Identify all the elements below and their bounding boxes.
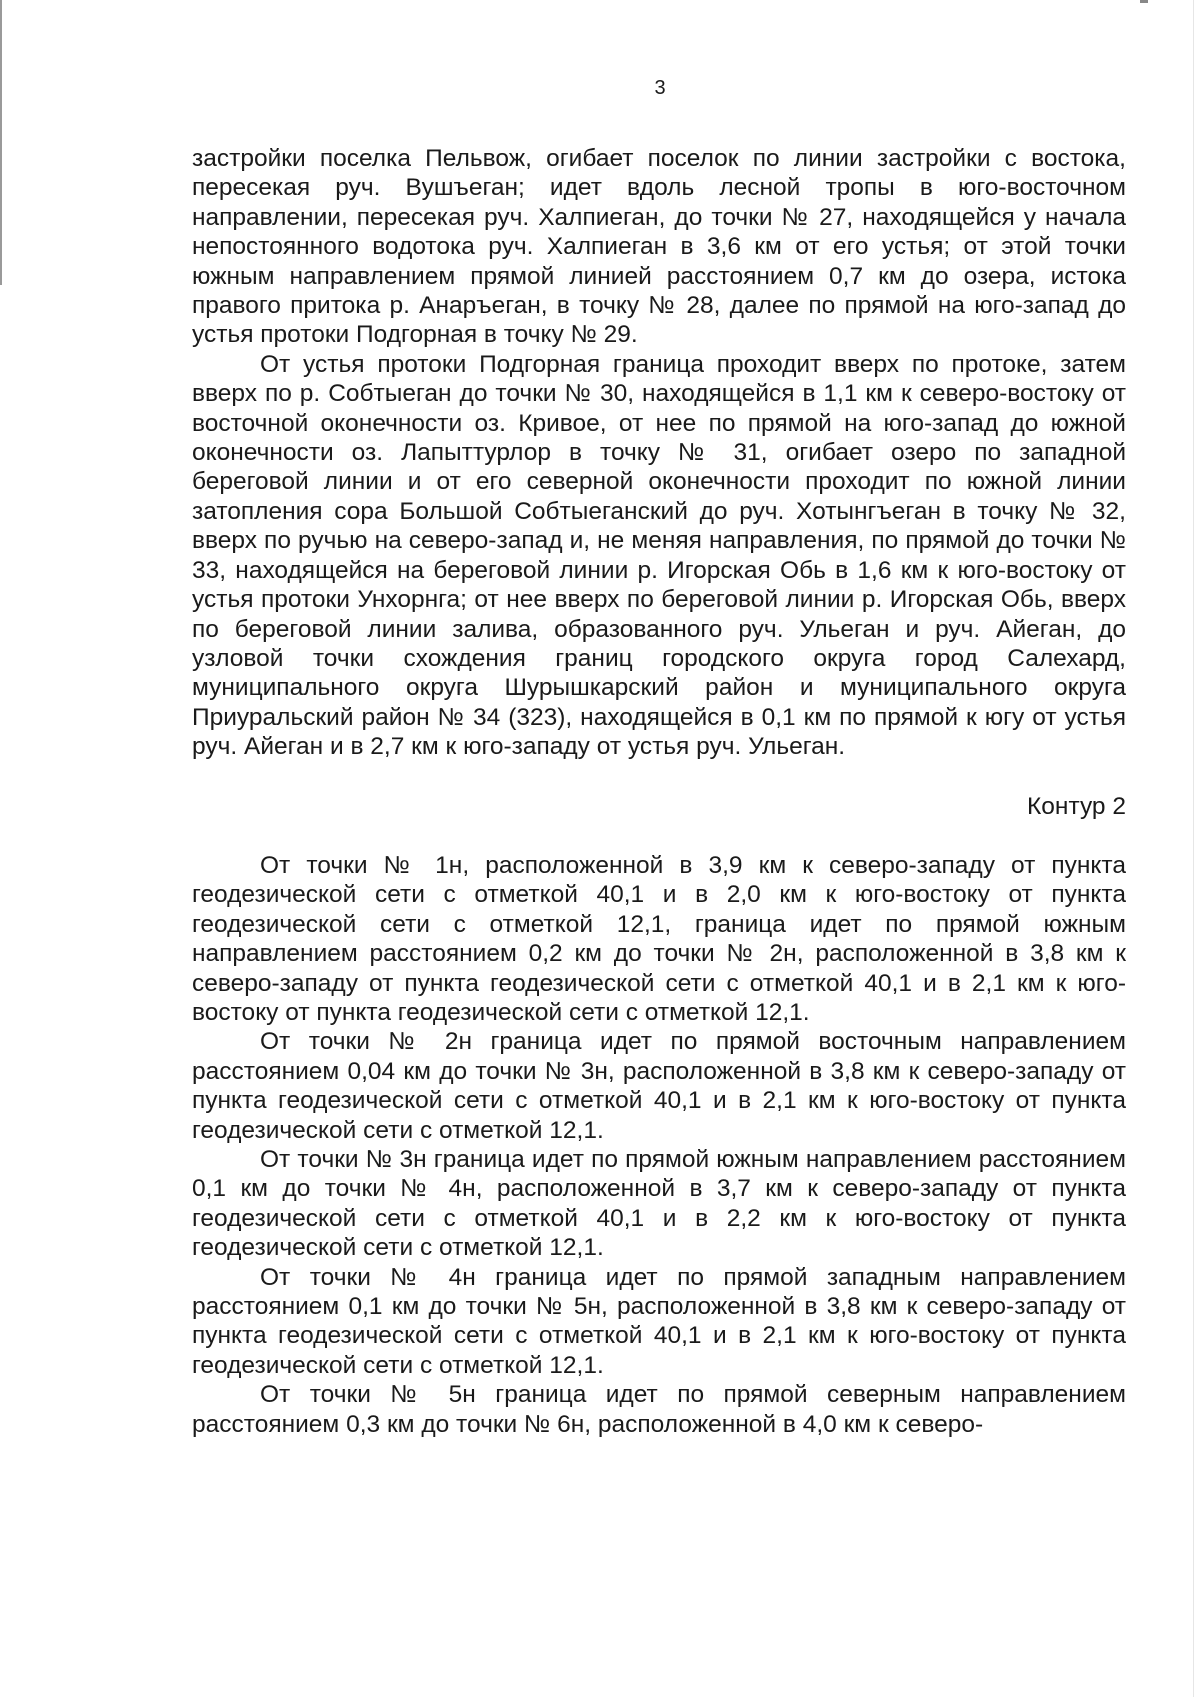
paragraph: От точки № 5н граница идет по прямой северным направлением расстоянием 0,3 км до точки № 6н, расположенной в 4,0 км к северо- (192, 1381, 1126, 1438)
paragraph: От точки № 4н граница идет по прямой западным направлением расстоянием 0,1 км до точки № 5н, расположенной в 3,8 км к северо-западу от пункта геодезической сети с отметкой 40,1 и в 2,1 км к юго-востоку от пункта геодезической сети с отметкой 12,1. (192, 1263, 1126, 1379)
paragraph: От точки № 3н граница идет по прямой южным направлением расстоянием 0,1 км до точки № 4н, расположенной в 3,7 км к северо-западу от пункта геодезической сети с отметкой 40,1 и в 2,2 км к юго-востоку от пункта геодезической сети с отметкой 12,1. (192, 1146, 1126, 1262)
scan-corner-mark (1140, 0, 1148, 3)
page-number: 3 (654, 77, 666, 99)
scan-edge-right (1193, 0, 1194, 1697)
paragraph-continuation: застройки поселка Пельвож, огибает поселок по линии застройки с востока, пересекая руч. Вушъеган; идет вдоль лесной тропы в юго-восточном направлении, пересекая руч. Халпиеган, до точки № 27, находящейся у начала непостоянного водотока руч. Халпиеган в 3,6 км от его устья; от этой точки южным направлением прямой линией расстоянием 0,7 км до озера, истока правого притока р. Анаръеган, в точку № 28, далее по прямой на юго-запад до устья протоки Подгорная в точку № 29. (192, 145, 1126, 349)
scan-edge-left (0, 0, 2, 285)
section-heading: Контур 2 (1027, 792, 1126, 820)
paragraph: От точки № 1н, расположенной в 3,9 км к северо-западу от пункта геодезической сети с отметкой 40,1 и в 2,0 км к юго-востоку от пункта геодезической сети с отметкой 12,1, граница идет по прямой южным направлением расстоянием 0,2 км до точки № 2н, расположенной в 3,8 км к северо-западу от пункта геодезической сети с отметкой 40,1 и в 2,1 км к юго-востоку от пункта геодезической сети с отметкой 12,1. (192, 851, 1126, 1026)
document-body (192, 144, 1126, 1439)
paragraph: От устья протоки Подгорная граница проходит вверх по протоке, затем вверх по р. Собтыеган до точки № 30, находящейся в 1,1 км к северо-востоку от восточной оконечности оз. Кривое, от нее по прямой на юго-запад до южной оконечности оз. Лапыттурлор в точку № 31, огибает озеро по западной береговой линии и от его северной оконечности проходит по южной линии затопления сора Большой Собтыеганский до руч. Хотынгъеган в точку № 32, вверх по ручью на северо-запад и, не меняя направления, по прямой до точки № 33, находящейся на береговой линии р. Игорская Обь в 1,6 км к юго-востоку от устья протоки Унхорнга; от нее вверх по береговой линии р. Игорская Обь, вверх по береговой линии залива, образованного руч. Ульеган и руч. Айеган, до узловой точки схождения границ городского округа город Салехард, муниципального округа Шурышкарский район и муниципального округа Приуральский район № 34 (323), находящейся в 0,1 км по прямой к югу от устья руч. Айеган и в 2,7 км к юго-западу от устья руч. Ульеган. (192, 350, 1126, 761)
paragraph: От точки № 2н граница идет по прямой восточным направлением расстоянием 0,04 км до точки № 3н, расположенной в 3,8 км к северо-западу от пункта геодезической сети с отметкой 40,1 и в 2,1 км к юго-востоку от пункта геодезической сети с отметкой 12,1. (192, 1028, 1126, 1144)
